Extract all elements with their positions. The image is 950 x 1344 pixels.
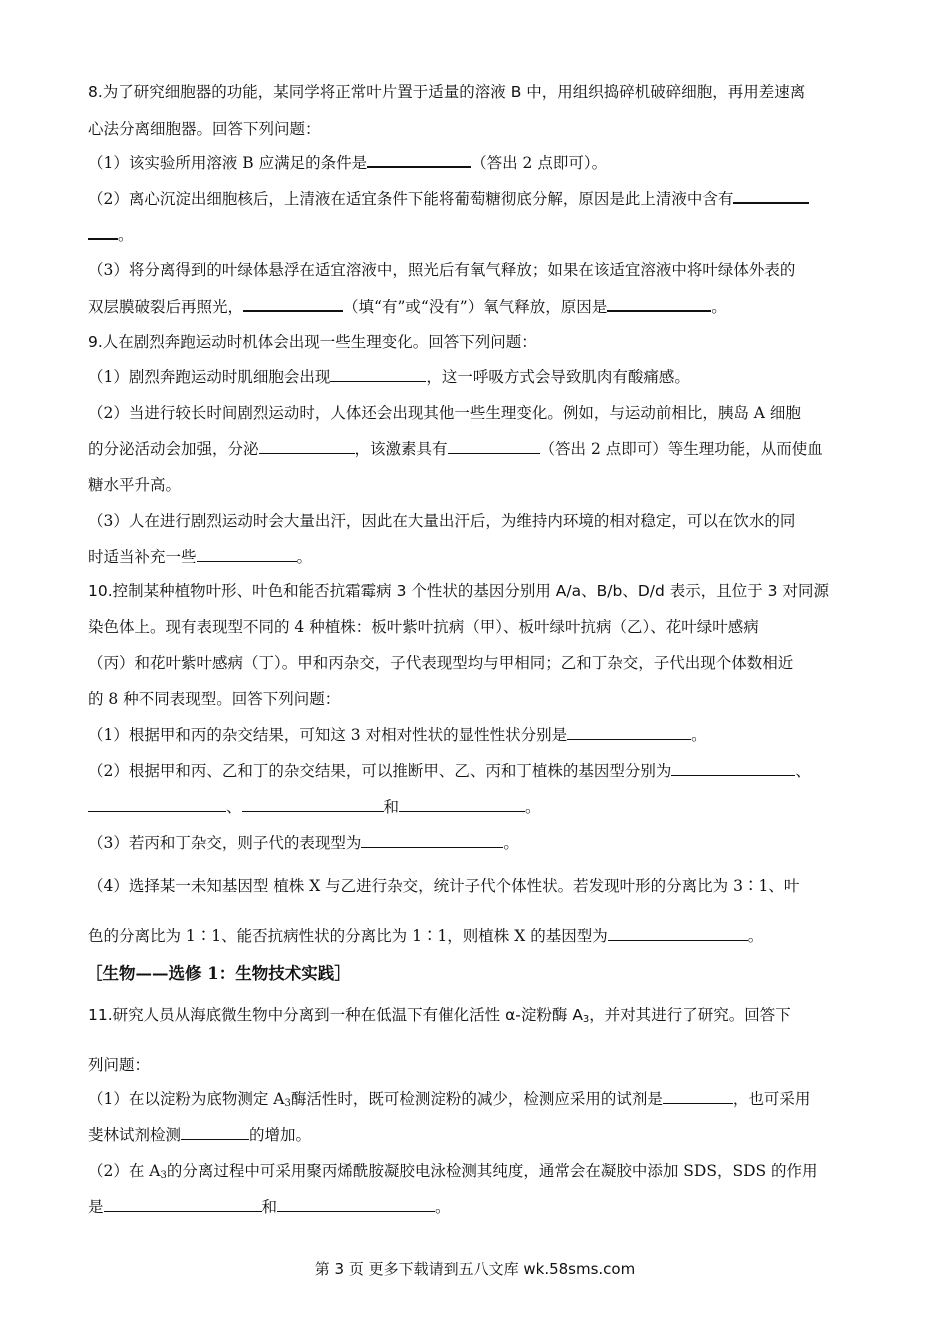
q9-part2-line2	[88, 439, 868, 459]
q9-part2-line1: （2）当进行较长时间剧烈运动时，人体还会出现其他一些生理变化。例如，与运动前相比，胰岛 A 细胞	[88, 404, 801, 422]
q8-p3-text: 双层膜破裂后再照光，	[88, 298, 244, 316]
q9-part3-line2	[88, 547, 868, 567]
q8-p1-text: （1）该实验所用溶液 B 应满足的条件是	[88, 154, 368, 172]
q8-p3-end: 。	[711, 298, 727, 316]
q8-p2-text: （2）离心沉淀出细胞核后，上清液在适宜条件下能将葡萄糖彻底分解，原因是此上清液中含有	[88, 190, 734, 208]
q11-p1-sub: 3	[284, 1098, 291, 1109]
q11-line1-end: ，并对其进行了研究。回答下	[589, 1006, 791, 1024]
q8-part2	[88, 188, 868, 209]
answer-blank[interactable]	[663, 1089, 733, 1104]
q10-part2-line2	[88, 797, 868, 817]
q8-part3-line2	[88, 296, 868, 317]
q9-p3-end: 。	[296, 548, 313, 566]
answer-blank[interactable]	[367, 152, 471, 168]
q10-p2-and: 和	[383, 798, 400, 816]
section-header: ［生物——选修 1：生物技术实践］	[86, 964, 351, 983]
q9-p1-text: （1）剧烈奔跑运动时肌细胞会出现	[88, 368, 331, 386]
q11-p1e-text: 的增加。	[249, 1126, 312, 1144]
answer-blank[interactable]	[88, 797, 226, 812]
q11-p2-sub: 3	[160, 1170, 167, 1181]
q11-line1-text: 11.研究人员从海底微生物中分离到一种在低温下有催化活性 α-淀粉酶 A	[88, 1006, 583, 1024]
q10-line4: 的 8 种不同表现型。回答下列问题：	[88, 690, 341, 708]
q8-part1	[88, 152, 868, 173]
answer-blank[interactable]	[242, 797, 384, 812]
q11-p1-text: （1）在以淀粉为底物测定 A	[88, 1090, 285, 1108]
q10-part4-line2	[88, 926, 868, 946]
q10-p2-sep: 、	[795, 762, 811, 780]
q8-p1-end: （答出 2 点即可）。	[471, 154, 608, 172]
q9-p1-end: ，这一呼吸方式会导致肌肉有酸痛感。	[426, 368, 690, 386]
q11-p2d-text: 和	[261, 1198, 278, 1216]
answer-blank[interactable]	[608, 926, 748, 941]
answer-blank[interactable]	[243, 296, 343, 312]
answer-blank[interactable]	[733, 188, 809, 204]
q11-p2-text: （2）在 A	[88, 1162, 161, 1180]
q10-p4-text: 色的分离比为 1∶1、能否抗病性状的分离比为 1∶1，则植株 X 的基因型为	[88, 927, 608, 945]
q10-p3-text: （3）若丙和丁杂交，则子代的表现型为	[88, 834, 362, 852]
q8-line2: 心法分离细胞器。回答下列问题：	[88, 120, 321, 138]
q10-line1: 10.控制某种植物叶形、叶色和能否抗霜霉病 3 个性状的基因分别用 A/a、B/b、D/d 表示，且位于 3 对同源	[88, 582, 829, 600]
answer-blank[interactable]	[361, 833, 503, 848]
q10-line2: 染色体上。现有表现型不同的 4 种植株：板叶紫叶抗病（甲）、板叶绿叶抗病（乙）、花叶绿叶感病	[88, 618, 759, 636]
q9-part1	[88, 367, 868, 387]
q9-line1: 9.人在剧烈奔跑运动时机体会出现一些生理变化。回答下列问题：	[88, 333, 537, 351]
q10-p2-sep2: 、	[226, 798, 242, 816]
answer-blank[interactable]	[197, 547, 297, 562]
q9-part2-line3: 糖水平升高。	[88, 476, 182, 494]
q11-p1-end: ，也可采用	[732, 1090, 811, 1108]
q8-p2-end: 。	[118, 226, 134, 244]
q11-line1-sub: 3	[582, 1014, 590, 1025]
q8-p3-mid: （填“有”或“没有”）氧气释放，原因是	[343, 298, 608, 316]
q11-part2-line2	[88, 1197, 868, 1217]
q10-p1-text: （1）根据甲和丙的杂交结果，可知这 3 对相对性状的显性性状分别是	[88, 726, 568, 744]
q9-p3-text: 时适当补充一些	[88, 548, 197, 566]
q10-part4-line1: （4）选择某一未知基因型 植株 X 与乙进行杂交，统计子代个体性状。若发现叶形的分离比为 3∶1、叶	[88, 877, 800, 895]
answer-blank[interactable]	[88, 224, 118, 240]
answer-blank[interactable]	[330, 367, 426, 382]
q8-part3-line1: （3）将分离得到的叶绿体悬浮在适宜溶液中，照光后有氧气释放；如果在该适宜溶液中将叶绿体外表的	[88, 261, 796, 279]
q11-p1-mid: 酶活性时，既可检测淀粉的减少，检测应采用的试剂是	[290, 1090, 663, 1108]
page-footer: 第 3 页 更多下载请到五八文库 wk.58sms.com	[314, 1260, 636, 1278]
q11-part2-line1	[88, 1161, 868, 1186]
q10-p1-end: 。	[691, 726, 707, 744]
answer-blank[interactable]	[181, 1125, 249, 1140]
q9-part3-line1: （3）人在进行剧烈运动时会大量出汗，因此在大量出汗后，为维持内环境的相对稳定，可以在饮水的同	[88, 512, 796, 530]
q11-p1d-text: 斐林试剂检测	[88, 1126, 182, 1144]
q8-part2-cont	[88, 224, 868, 245]
answer-blank[interactable]	[399, 797, 525, 812]
answer-blank[interactable]	[567, 725, 691, 740]
q9-p2-mid: ，该激素具有	[354, 440, 448, 458]
q9-p2-text: 的分泌活动会加强，分泌	[88, 440, 259, 458]
q10-p3-end: 。	[503, 834, 519, 852]
q11-part1-line1	[88, 1089, 868, 1114]
answer-blank[interactable]	[104, 1197, 262, 1212]
q10-part2-line1	[88, 761, 868, 781]
q9-p2-end: （答出 2 点即可）等生理功能，从而使血	[539, 440, 823, 458]
q11-p2c-text: 是	[88, 1198, 104, 1216]
answer-blank[interactable]	[607, 296, 711, 312]
q10-p4-end: 。	[747, 927, 764, 945]
q10-p2-end: 。	[525, 798, 541, 816]
q11-part1-line2	[88, 1125, 868, 1145]
q10-line3: （丙）和花叶紫叶感病（丁）。甲和丙杂交，子代表现型均与甲相同；乙和丁杂交，子代出现个体数相近	[88, 654, 794, 672]
q11-p2e-text: 。	[435, 1198, 451, 1216]
q8-line1: 8.为了研究细胞器的功能，某同学将正常叶片置于适量的溶液 B 中，用组织捣碎机破碎细胞，再用差速离	[88, 83, 806, 101]
q10-part3	[88, 833, 868, 853]
answer-blank[interactable]	[448, 439, 540, 454]
q11-p2-mid: 的分离过程中可采用聚丙烯酰胺凝胶电泳检测其纯度，通常会在凝胶中添加 SDS，SDS 的作用	[166, 1162, 818, 1180]
answer-blank[interactable]	[671, 761, 795, 776]
q10-part1	[88, 725, 868, 745]
q10-p2-text: （2）根据甲和丙、乙和丁的杂交结果，可以推断甲、乙、丙和丁植株的基因型分别为	[88, 762, 672, 780]
answer-blank[interactable]	[259, 439, 355, 454]
q11-line1	[88, 1005, 868, 1030]
answer-blank[interactable]	[277, 1197, 435, 1212]
q11-line2: 列问题：	[88, 1056, 151, 1074]
